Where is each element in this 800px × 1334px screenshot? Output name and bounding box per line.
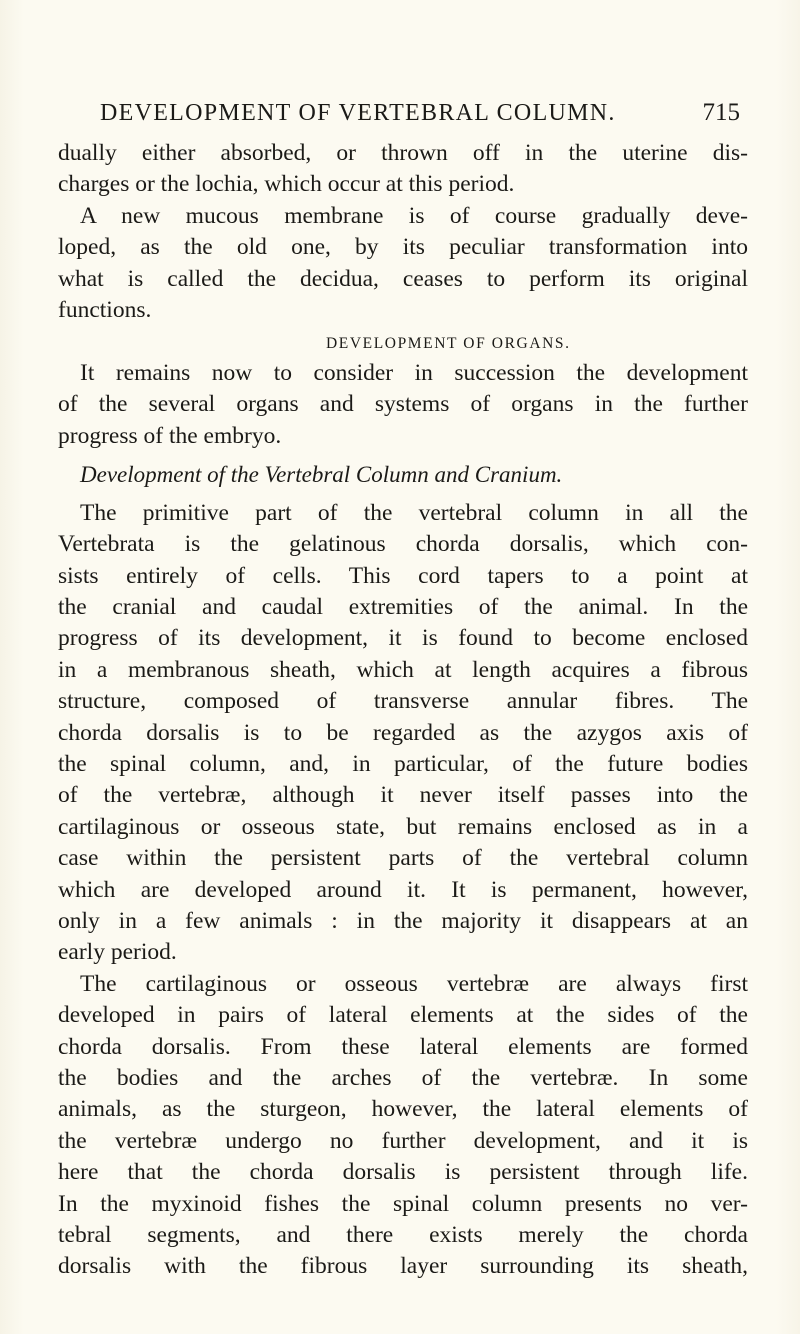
- text-line: sists entirely of cells. This cord tapers to a point at: [58, 562, 748, 589]
- text-line: the cranial and caudal extremities of the animal. In the: [58, 594, 748, 621]
- text-line: chorda dorsalis. From these lateral elements are formed: [58, 1033, 748, 1060]
- text-line: of the vertebræ, although it never itself passes into the: [58, 782, 748, 809]
- text-line: early period.: [58, 939, 177, 966]
- text-line: The primitive part of the vertebral column in all the: [80, 499, 748, 526]
- text-line: which are developed around it. It is permanent, however,: [58, 876, 748, 903]
- text-line: functions.: [58, 296, 152, 323]
- text-line: charges or the lochia, which occur at this period.: [58, 171, 515, 198]
- text-line: dually either absorbed, or thrown off in the uterine dis-: [58, 140, 748, 166]
- text-line: tebral segments, and there exists merely the chorda: [58, 1221, 748, 1248]
- text-line: of the several organs and systems of organs in the further: [58, 391, 748, 418]
- running-header: [100, 98, 740, 132]
- text-line: progress of the embryo.: [58, 422, 282, 449]
- text-line: the bodies and the arches of the vertebræ. In some: [58, 1064, 748, 1091]
- running-title: DEVELOPMENT OF VERTEBRAL COLUMN.: [100, 100, 616, 126]
- text-line: Vertebrata is the gelatinous chorda dorsalis, which con-: [58, 531, 748, 558]
- text-line: the vertebræ undergo no further development, and it is: [58, 1127, 748, 1154]
- text-line: structure, composed of transverse annular fibres. The: [58, 688, 748, 715]
- text-line: what is called the decidua, ceases to perform its original: [58, 265, 748, 292]
- text-line: chorda dorsalis is to be regarded as the azygos axis of: [58, 719, 748, 746]
- text-line: cartilaginous or osseous state, but remains enclosed as in a: [58, 813, 748, 840]
- text-line: A new mucous membrane is of course gradually deve-: [80, 202, 748, 229]
- text-line: loped, as the old one, by its peculiar transformation into: [58, 234, 748, 261]
- text-line: only in a few animals : in the majority it disappears at an: [58, 907, 748, 934]
- text-line: The cartilaginous or osseous vertebræ are always first: [80, 970, 748, 997]
- text-line: animals, as the sturgeon, however, the lateral elements of: [58, 1096, 748, 1123]
- text-line: progress of its development, it is found to become enclosed: [58, 625, 748, 652]
- subheading: Development of the Vertebral Column and Cranium.: [80, 461, 563, 487]
- text-line: case within the persistent parts of the vertebral column: [58, 845, 748, 872]
- page-number: 715: [702, 99, 740, 126]
- body-text: [58, 138, 748, 1283]
- text-line: dorsalis with the fibrous layer surrounding its sheath,: [58, 1253, 748, 1280]
- text-line: here that the chorda dorsalis is persistent through life.: [58, 1159, 748, 1186]
- text-line: It remains now to consider in succession the development: [80, 359, 748, 386]
- text-line: developed in pairs of lateral elements at the sides of the: [58, 1002, 748, 1029]
- section-heading: DEVELOPMENT OF ORGANS.: [326, 335, 571, 353]
- text-line: in a membranous sheath, which at length acquires a fibrous: [58, 656, 748, 683]
- text-line: In the myxinoid fishes the spinal column presents no ver-: [58, 1190, 748, 1217]
- text-line: the spinal column, and, in particular, of the future bodies: [58, 751, 748, 778]
